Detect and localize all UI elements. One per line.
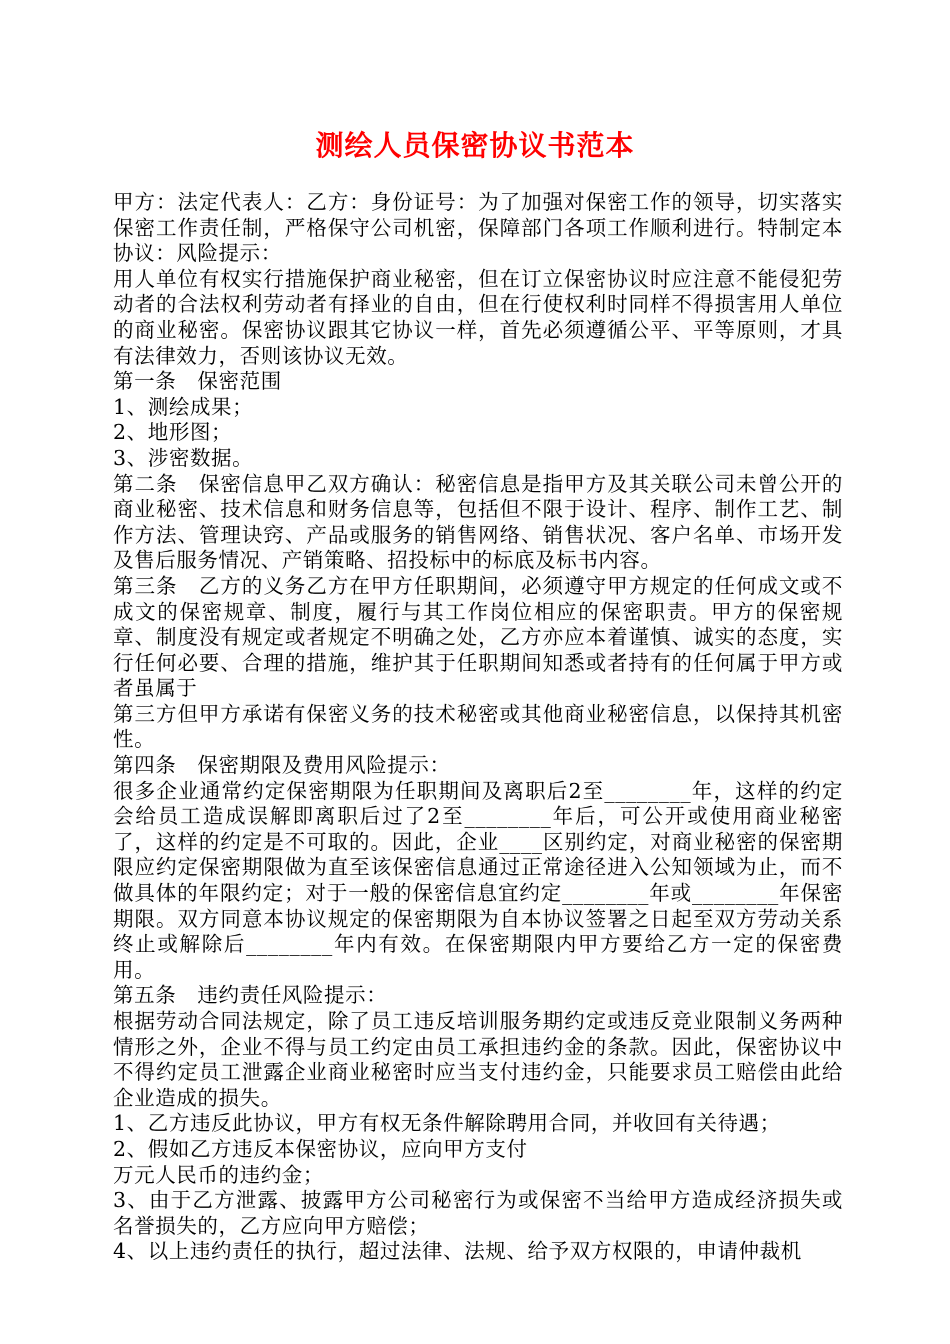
document-title: 测绘人员保密协议书范本 xyxy=(315,129,635,162)
paragraph-parties: 甲方：法定代表人：乙方：身份证号：为了加强对保密工作的领导，切实落实保密工作责任制，严格保守公司机密，保障部门各项工作顺利进行。特制定本协议：风险提示： xyxy=(113,190,843,266)
paragraph-article-3-cont: 第三方但甲方承诺有保密义务的技术秘密或其他商业秘密信息，以保持其机密性。 xyxy=(113,701,843,752)
heading-article-1: 第一条 保密范围 xyxy=(113,369,282,394)
heading-article-4: 第四条 保密期限及费用风险提示： xyxy=(113,753,451,778)
list-item: 2、地形图； xyxy=(113,420,233,445)
paragraph-article-2: 第二条 保密信息甲乙双方确认：秘密信息是指甲方及其关联公司未曾公开的商业秘密、技术信息和财务信息等，包括但不限于设计、程序、制作工艺、制作方法、管理诀窍、产品或服务的销售网络、销售状况、客户名单、市场开发及售后服务情况、产销策略、招投标中的标底及标书内容。 xyxy=(113,471,843,573)
heading-article-5: 第五条 违约责任风险提示： xyxy=(113,983,388,1008)
paragraph-article-4: 很多企业通常约定保密期限为任职期间及离职后2至________年，这样的约定会给员工造成误解即离职后过了2至________年后，可公开或使用商业秘密了，这样的约定是不可取的。因此，企业____区别约定，对商业秘密的保密期限应约定保密期限做为直至该保密信息通过正常途径进入公知领域为止，而不做具体的年限约定；对于一般的保密信息宜约定________年或________年保密期限。双方同意本协议规定的保密期限为自本协议签署之日起至双方劳动关系终止或解除后________年内有效。在保密期限内甲方要给乙方一定的保密费用。 xyxy=(113,778,843,982)
document-body xyxy=(113,190,843,1265)
list-item: 1、测绘成果； xyxy=(113,394,254,419)
list-item: 1、乙方违反此协议，甲方有权无条件解除聘用合同，并收回有关待遇； xyxy=(113,1111,781,1136)
paragraph-article-5: 根据劳动合同法规定，除了员工违反培训服务期约定或违反竞业限制义务两种情形之外，企业不得与员工约定由员工承担违约金的条款。因此，保密协议中不得约定员工泄露企业商业秘密时应当支付违约金，只能要求员工赔偿由此给企业造成的损失。 xyxy=(113,1009,843,1110)
list-item: 2、假如乙方违反本保密协议，应向甲方支付 xyxy=(113,1136,528,1161)
list-item: 4、以上违约责任的执行，超过法律、法规、给予双方权限的，申请仲裁机 xyxy=(113,1239,802,1264)
list-item-cont: 万元人民币的违约金； xyxy=(113,1162,324,1187)
paragraph-risk-intro: 用人单位有权实行措施保护商业秘密，但在订立保密协议时应注意不能侵犯劳动者的合法权利劳动者有择业的自由，但在行使权利时同样不得损害用人单位的商业秘密。保密协议跟其它协议一样，首先必须遵循公平、平等原则，才具有法律效力，否则该协议无效。 xyxy=(113,266,843,368)
list-item: 3、由于乙方泄露、披露甲方公司秘密行为或保密不当给甲方造成经济损失或名誉损失的，乙方应向甲方赔偿； xyxy=(113,1188,843,1238)
list-item: 3、涉密数据。 xyxy=(113,445,254,470)
paragraph-article-3: 第三条 乙方的义务乙方在甲方任职期间，必须遵守甲方规定的任何成文或不成文的保密规章、制度，履行与其工作岗位相应的保密职责。甲方的保密规章、制度没有规定或者规定不明确之处，乙方亦应本着谨慎、诚实的态度，实行任何必要、合理的措施，维护其于任职期间知悉或者持有的任何属于甲方或者虽属于 xyxy=(113,573,843,701)
